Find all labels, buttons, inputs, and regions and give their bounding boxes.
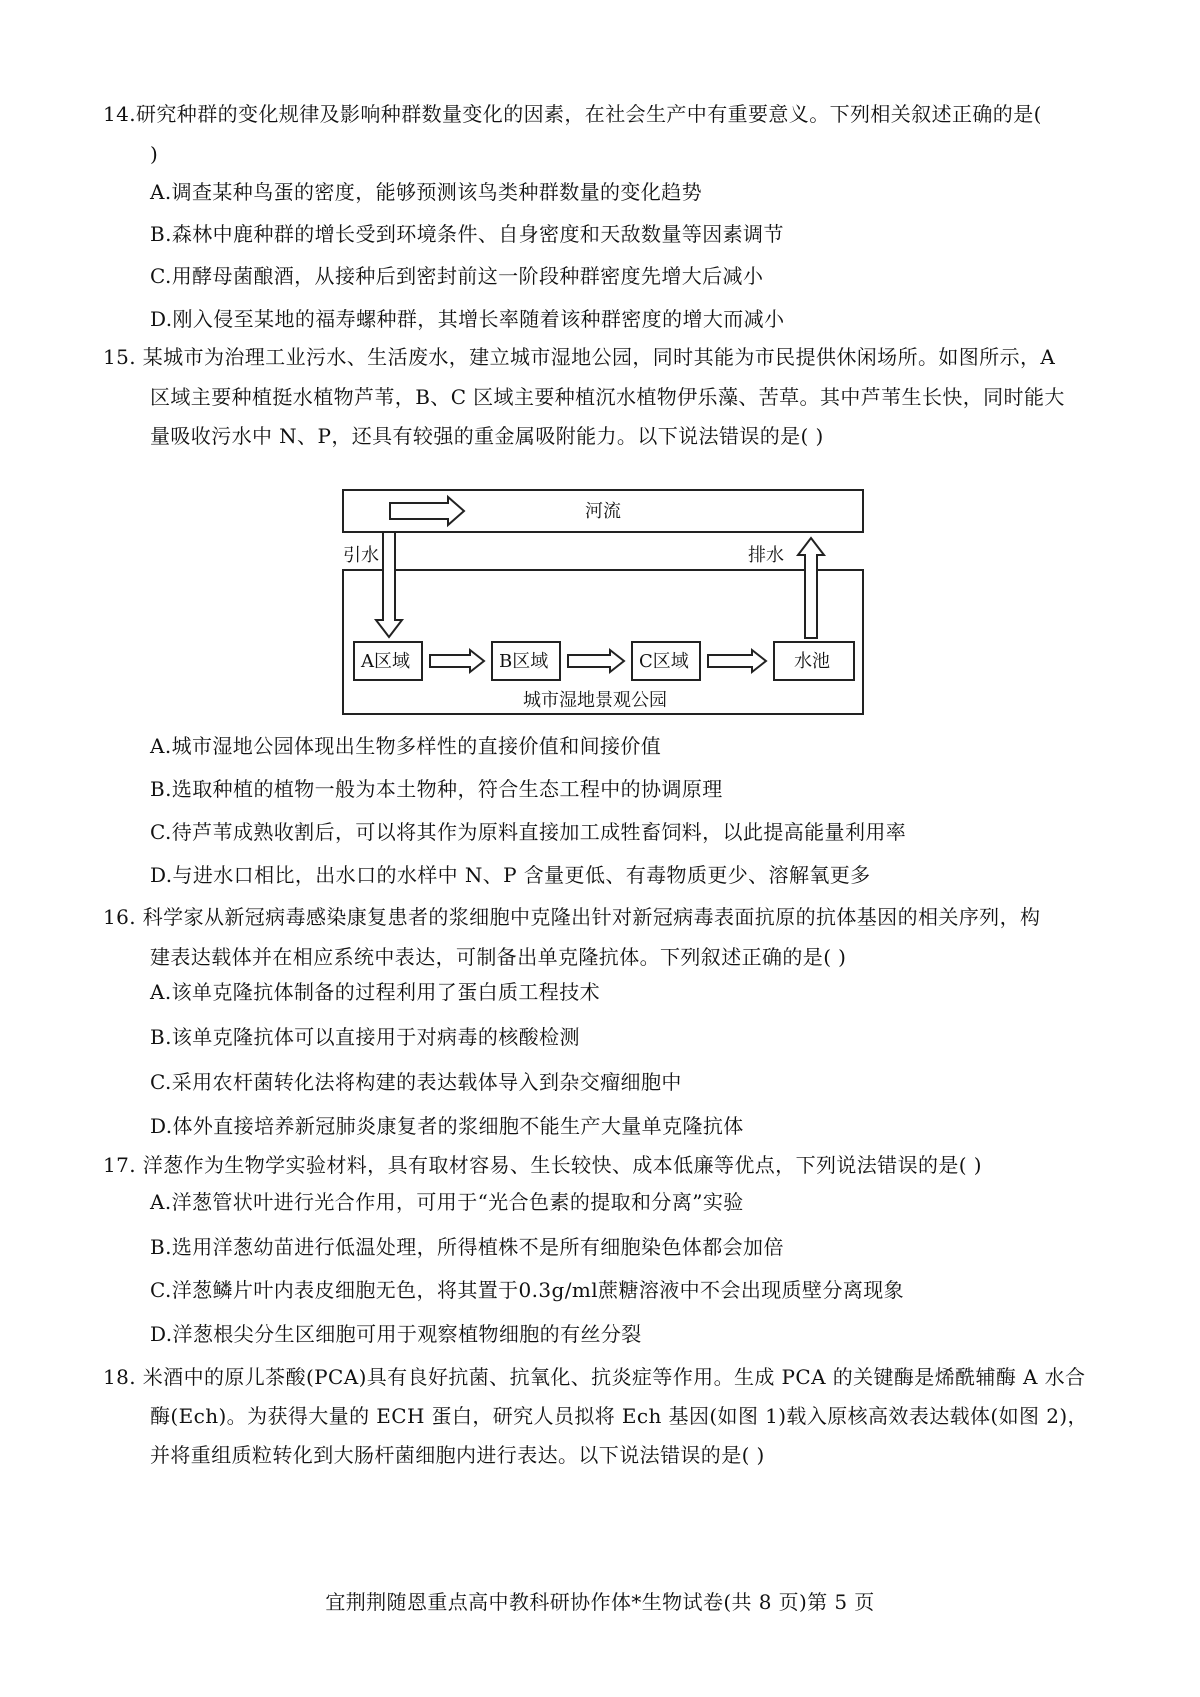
q15-option-c: C.待芦苇成熟收割后，可以将其作为原料直接加工成牲畜饲料，以此提高能量利用率 bbox=[150, 820, 907, 844]
zone-c-label: C区域 bbox=[639, 651, 689, 672]
q14-option-a: A.调查某种鸟蛋的密度，能够预测该鸟类种群数量的变化趋势 bbox=[150, 180, 703, 204]
c-to-pool-arrow-icon bbox=[708, 650, 766, 672]
q17-option-a: A.洋葱管状叶进行光合作用，可用于“光合色素的提取和分离”实验 bbox=[150, 1190, 744, 1214]
zone-a-label: A区域 bbox=[361, 651, 410, 672]
page-footer: 宜荆荆随恩重点高中教科研协作体*生物试卷(共 8 页)第 5 页 bbox=[325, 1590, 875, 1614]
q16-option-d: D.体外直接培养新冠肺炎康复者的浆细胞不能生产大量单克隆抗体 bbox=[150, 1114, 744, 1138]
intake-label: 引水 bbox=[343, 545, 379, 566]
intake-arrow-icon bbox=[376, 532, 402, 637]
drain-label: 排水 bbox=[748, 545, 784, 566]
q17-stem-line1: 17. 洋葱作为生物学实验材料，具有取材容易、生长较快、成本低廉等优点，下列说法错误的是( ) bbox=[103, 1153, 982, 1177]
q14-option-c: C.用酵母菌酿酒，从接种后到密封前这一阶段种群密度先增大后减小 bbox=[150, 264, 764, 288]
zone-b-label: B区域 bbox=[499, 651, 549, 672]
q18-stem-line2: 酶(Ech)。为获得大量的 ECH 蛋白，研究人员拟将 Ech 基因(如图 1)载入原核高效表达载体(如图 2)， bbox=[150, 1404, 1088, 1428]
a-to-b-arrow-icon bbox=[430, 650, 484, 672]
q16-stem-line2: 建表达载体并在相应系统中表达，可制备出单克隆抗体。下列叙述正确的是( ) bbox=[150, 945, 847, 969]
q15-stem-line1: 15. 某城市为治理工业污水、生活废水，建立城市湿地公园，同时其能为市民提供休闲场所。如图所示，A bbox=[103, 345, 1056, 369]
q18-stem-line3: 并将重组质粒转化到大肠杆菌细胞内进行表达。以下说法错误的是( ) bbox=[150, 1443, 765, 1467]
wetland-flow-diagram bbox=[0, 0, 1200, 740]
q15-stem-line3: 量吸收污水中 N、P，还具有较强的重金属吸附能力。以下说法错误的是( ) bbox=[150, 424, 824, 448]
drain-arrow-icon bbox=[798, 538, 824, 638]
q17-option-d: D.洋葱根尖分生区细胞可用于观察植物细胞的有丝分裂 bbox=[150, 1322, 642, 1346]
park-label: 城市湿地景观公园 bbox=[523, 690, 667, 711]
river-arrow-icon bbox=[390, 497, 464, 525]
q16-option-c: C.采用农杆菌转化法将构建的表达载体导入到杂交瘤细胞中 bbox=[150, 1070, 682, 1094]
q14-stem-line1: 14.研究种群的变化规律及影响种群数量变化的因素，在社会生产中有重要意义。下列相关叙述正确的是( bbox=[103, 102, 1042, 126]
b-to-c-arrow-icon bbox=[568, 650, 624, 672]
q14-stem-line2: ) bbox=[150, 142, 159, 166]
q15-option-b: B.选取种植的植物一般为本土物种，符合生态工程中的协调原理 bbox=[150, 777, 723, 801]
q17-option-c: C.洋葱鳞片叶内表皮细胞无色，将其置于0.3g/ml蔗糖溶液中不会出现质壁分离现象 bbox=[150, 1278, 905, 1302]
q14-option-b: B.森林中鹿种群的增长受到环境条件、自身密度和天敌数量等因素调节 bbox=[150, 222, 784, 246]
q17-option-b: B.选用洋葱幼苗进行低温处理，所得植株不是所有细胞染色体都会加倍 bbox=[150, 1235, 784, 1259]
river-label: 河流 bbox=[585, 501, 621, 522]
q18-stem-line1: 18. 米酒中的原儿茶酸(PCA)具有良好抗菌、抗氧化、抗炎症等作用。生成 PCA 的关键酶是烯酰辅酶 A 水合 bbox=[103, 1365, 1086, 1389]
q16-option-a: A.该单克隆抗体制备的过程利用了蛋白质工程技术 bbox=[150, 980, 601, 1004]
q15-option-d: D.与进水口相比，出水口的水样中 N、P 含量更低、有毒物质更少、溶解氧更多 bbox=[150, 863, 871, 887]
q15-stem-line2: 区域主要种植挺水植物芦苇，B、C 区域主要种植沉水植物伊乐藻、苦草。其中芦苇生长快，同时能大 bbox=[150, 385, 1065, 409]
q16-stem-line1: 16. 科学家从新冠病毒感染康复患者的浆细胞中克隆出针对新冠病毒表面抗原的抗体基因的相关序列，构 bbox=[103, 905, 1041, 929]
pool-label: 水池 bbox=[794, 651, 830, 672]
q15-option-a: A.城市湿地公园体现出生物多样性的直接价值和间接价值 bbox=[150, 734, 662, 758]
q16-option-b: B.该单克隆抗体可以直接用于对病毒的核酸检测 bbox=[150, 1025, 580, 1049]
q14-option-d: D.刚入侵至某地的福寿螺种群，其增长率随着该种群密度的增大而减小 bbox=[150, 307, 785, 331]
